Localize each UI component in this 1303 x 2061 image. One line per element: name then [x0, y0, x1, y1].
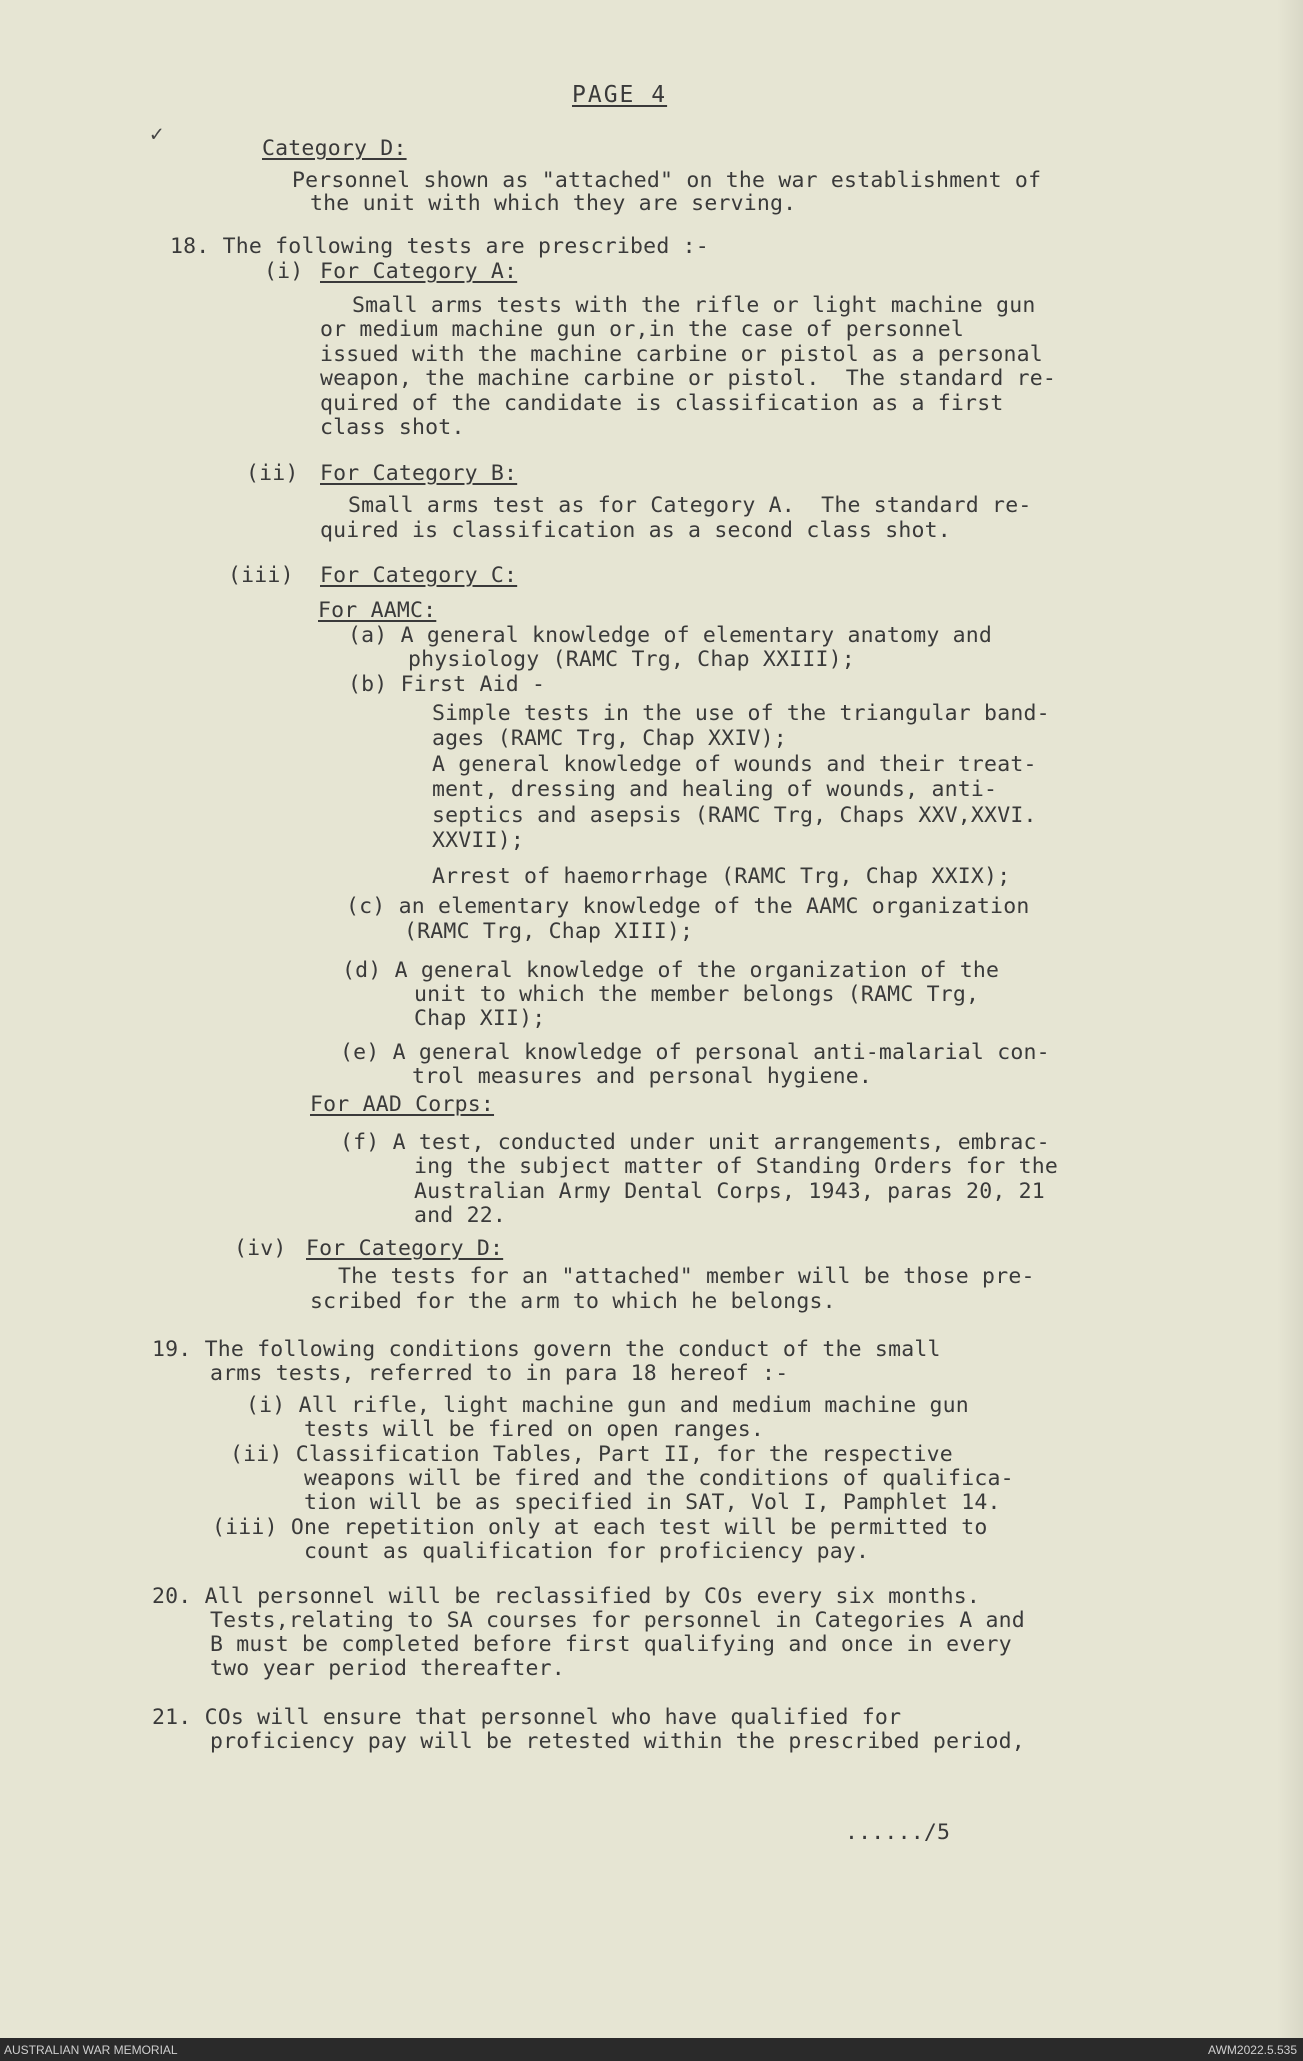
text-line: and 22. [414, 1203, 507, 1228]
text-line: ages (RAMC Trg, Chap XXIV); [432, 726, 787, 751]
text-line: B must be completed before first qualifying and once in every [210, 1632, 1012, 1657]
text-line: tion will be as specified in SAT, Vol I, Pamphlet 14. [304, 1490, 1001, 1515]
text-line: physiology (RAMC Trg, Chap XXIII); [408, 647, 855, 672]
text-line: (RAMC Trg, Chap XIII); [404, 919, 694, 944]
text-line: 21. COs will ensure that personnel who have qualified for [152, 1705, 902, 1730]
text-line: (a) A general knowledge of elementary anatomy and [348, 623, 993, 648]
text-line: (d) A general knowledge of the organization of the [342, 958, 1000, 983]
text-line: For Category C: [320, 563, 518, 588]
text-line: count as qualification for proficiency pay. [304, 1539, 870, 1564]
text-line: 20. All personnel will be reclassified by COs every six months. [152, 1584, 981, 1609]
text-line: or medium machine gun or,in the case of personnel [320, 317, 965, 342]
text-line: Tests,relating to SA courses for personnel in Categories A and [210, 1608, 1025, 1633]
margin-tick-mark: ✓ [150, 122, 164, 147]
text-line: (i) All rifle, light machine gun and medium machine gun [246, 1393, 969, 1418]
footer-credit: AUSTRALIAN WAR MEMORIAL [4, 2043, 178, 2057]
text-line: two year period thereafter. [210, 1656, 565, 1681]
text-line: For AAMC: [318, 598, 437, 623]
text-line: ment, dressing and healing of wounds, anti- [432, 777, 998, 802]
text-line: For Category B: [320, 461, 518, 486]
text-line: (e) A general knowledge of personal anti-malarial con- [340, 1040, 1050, 1065]
text-line: (c) an elementary knowledge of the AAMC organization [346, 894, 1030, 919]
text-line: Simple tests in the use of the triangular band- [432, 701, 1050, 726]
text-line: weapon, the machine carbine or pistol. The standard re- [320, 366, 1057, 391]
text-line: For Category A: [320, 259, 518, 284]
text-line: scribed for the arm to which he belongs. [310, 1289, 836, 1314]
text-line: Arrest of haemorrhage (RAMC Trg, Chap XXIX); [432, 864, 1011, 889]
text-line: (ii) Classification Tables, Part II, for the respective [230, 1442, 953, 1467]
text-line: Category D: [262, 136, 407, 161]
archive-footer-bar [0, 2038, 1303, 2061]
text-line: tests will be fired on open ranges. [304, 1417, 765, 1442]
text-line: (iii) [228, 563, 294, 588]
text-line: class shot. [320, 415, 465, 440]
text-line: (iv) [234, 1236, 287, 1261]
text-line: 19. The following conditions govern the conduct of the small [152, 1337, 941, 1362]
text-line: ....../5 [845, 1820, 951, 1845]
text-line: (b) First Aid - [348, 672, 546, 697]
text-line: the unit with which they are serving. [310, 191, 797, 216]
text-line: quired of the candidate is classification as a first [320, 391, 1004, 416]
text-line: septics and asepsis (RAMC Trg, Chaps XXV,XXVI. [432, 803, 1037, 828]
page-title: PAGE 4 [572, 82, 668, 108]
text-line: Small arms test as for Category A. The standard re- [348, 493, 1032, 518]
text-line: (ii) [246, 461, 299, 486]
text-line: ing the subject matter of Standing Orders for the [414, 1154, 1059, 1179]
text-line: (iii) One repetition only at each test will be permitted to [212, 1515, 988, 1540]
text-line: arms tests, referred to in para 18 hereof :- [210, 1361, 789, 1386]
text-line: Small arms tests with the rifle or light machine gun [352, 293, 1036, 318]
text-line: quired is classification as a second class shot. [320, 518, 951, 543]
text-line: trol measures and personal hygiene. [412, 1064, 873, 1089]
text-line: XXVII); [432, 828, 525, 853]
text-line: (i) [264, 259, 304, 284]
text-line: The tests for an "attached" member will be those pre- [338, 1264, 1035, 1289]
text-line: Personnel shown as "attached" on the war establishment of [292, 168, 1042, 193]
text-line: Chap XII); [414, 1006, 546, 1031]
text-line: For Category D: [306, 1236, 504, 1261]
text-line: (f) A test, conducted under unit arrangements, embrac- [340, 1130, 1050, 1155]
text-line: 18. The following tests are prescribed :- [170, 234, 709, 259]
text-line: A general knowledge of wounds and their treat- [432, 752, 1037, 777]
text-line: weapons will be fired and the conditions of qualifica- [304, 1466, 1014, 1491]
text-line: For AAD Corps: [310, 1092, 495, 1117]
footer-accession-number: AWM2022.5.535 [1208, 2043, 1297, 2057]
text-line: issued with the machine carbine or pistol as a personal [320, 342, 1043, 367]
text-line: Australian Army Dental Corps, 1943, paras 20, 21 [414, 1179, 1045, 1204]
text-line: proficiency pay will be retested within the prescribed period, [210, 1729, 1025, 1754]
text-line: unit to which the member belongs (RAMC Trg, [414, 982, 980, 1007]
